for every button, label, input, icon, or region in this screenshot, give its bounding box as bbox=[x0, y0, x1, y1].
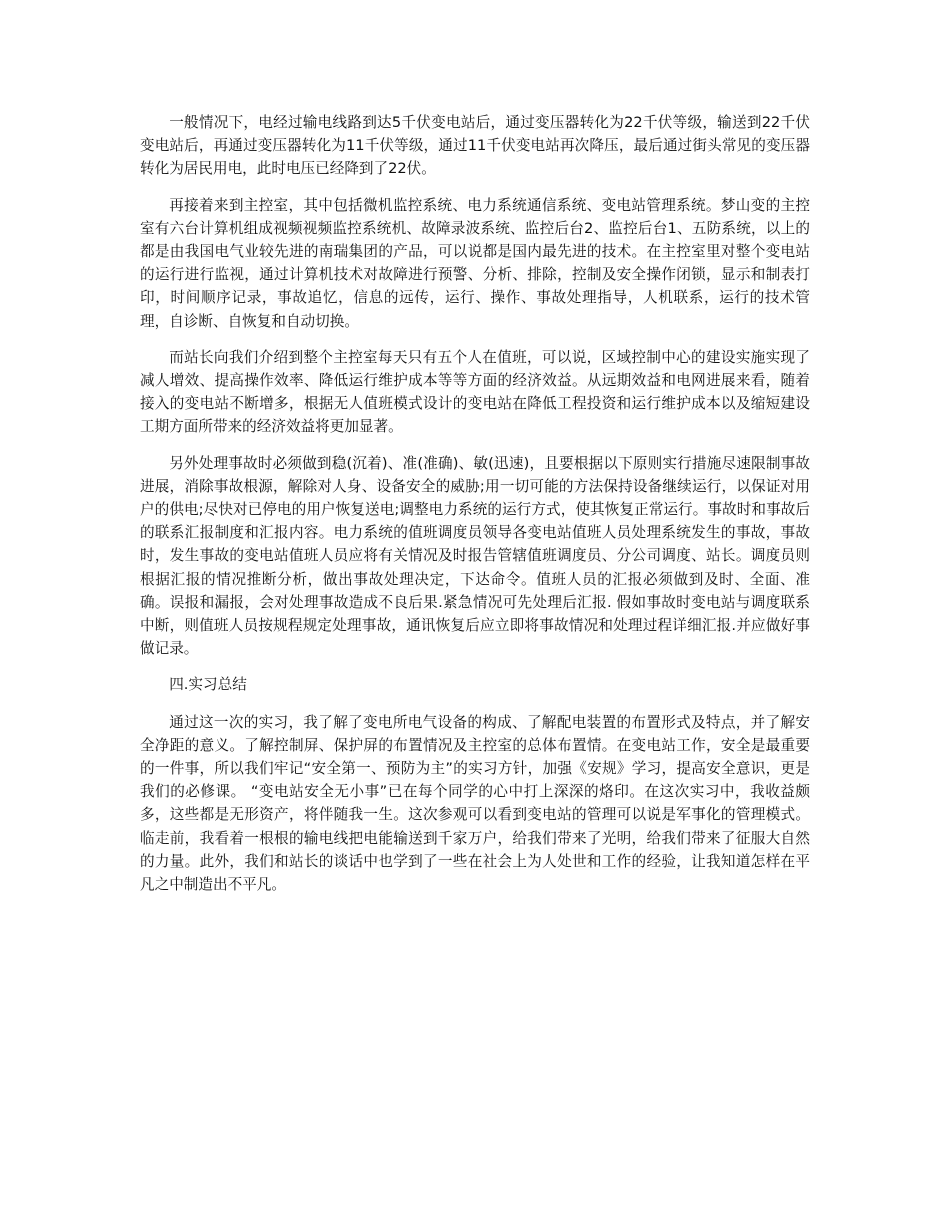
paragraph-control-room: 再接着来到主控室，其中包括微机监控系统、电力系统通信系统、变电站管理系统。梦山变的主控室有六台计算机组成视频视频监控系统机、故障录波系统、监控后台2、监控后台1、五防系统，以上的都是由我国电气业较先进的南瑞集团的产品，可以说都是国内最先进的技术。在主控室里对整个变电站的运行进行监视，通过计算机技术对故障进行预警、分析、排除，控制及安全操作闭锁，显示和制表打印，时间顺序记录，事故追忆，信息的远传，运行、操作、事故处理指导，人机联系，运行的技术管理，自诊断、自恢复和自动切换。 bbox=[140, 196, 810, 330]
paragraph-staffing: 而站长向我们介绍到整个主控室每天只有五个人在值班，可以说，区域控制中心的建设实施实现了减人增效、提高操作效率、降低运行维护成本等等方面的经济效益。从远期效益和电网进展来看，随着接入的变电站不断增多，根据无人值班模式设计的变电站在降低工程投资和运行维护成本以及缩短建设工期方面所带来的经济效益将更加显著。 bbox=[140, 348, 810, 436]
paragraph-summary: 通过这一次的实习，我了解了变电所电气设备的构成、了解配电装置的布置形式及特点，并了解安全净距的意义。了解控制屏、保护屏的布置情况及主控室的总体布置情。在变电站工作，安全是最重要的一件事，所以我们牢记“安全第一、预防为主”的实习方针，加强《安规》学习，提高安全意识，更是我们的必修课。 “变电站安全无小事”已在每个同学的心中打上深深的烙印。在这次实习中，我收益颇多，这些都是无形资产，将伴随我一生。这次参观可以看到变电站的管理可以说是军事化的管理模式。临走前，我看着一根根的输电线把电能输送到千家万户，给我们带来了光明，给我们带来了征服大自然的力量。此外，我们和站长的谈话中也学到了一些在社会上为人处世和工作的经验，让我知道怎样在平凡之中制造出不平凡。 bbox=[140, 713, 810, 894]
document-body bbox=[140, 111, 810, 909]
section-heading: 四.实习总结 bbox=[169, 676, 247, 694]
paragraph-power-distribution: 一般情况下，电经过输电线路到达5千伏变电站后，通过变压器转化为22千伏等级，输送到22千伏变电站后，再通过变压器转化为11千伏等级，通过11千伏变电站再次降压，最后通过街头常见的变压器转化为居民用电，此时电压已经降到了22伏。 bbox=[140, 114, 810, 178]
paragraph-accident-handling: 另外处理事故时必须做到稳(沉着)、准(准确)、敏(迅速)，且要根据以下原则实行措施尽速限制事故进展，消除事故根源，解除对人身、设备安全的威胁;用一切可能的方法保持设备继续运行，以保证对用户的供电;尽快对已停电的用户恢复送电;调整电力系统的运行方式，使其恢复正常运行。事故时和事故后的联系汇报制度和汇报内容。电力系统的值班调度员领导各变电站值班人员处理系统发生的事故，事故时，发生事故的变电站值班人员应将有关情况及时报告管辖值班调度员、分公司调度、站长。调度员则根据汇报的情况推断分析，做出事故处理决定，下达命令。值班人员的汇报必须做到及时、全面、准确。误报和漏报，会对处理事故造成不良后果.紧急情况可先处理后汇报. 假如事故时变电站与调度联系中断，则值班人员按规程规定处理事故，通讯恢复后应立即将事故情况和处理过程详细汇报.并应做好事做记录。 bbox=[140, 454, 810, 658]
